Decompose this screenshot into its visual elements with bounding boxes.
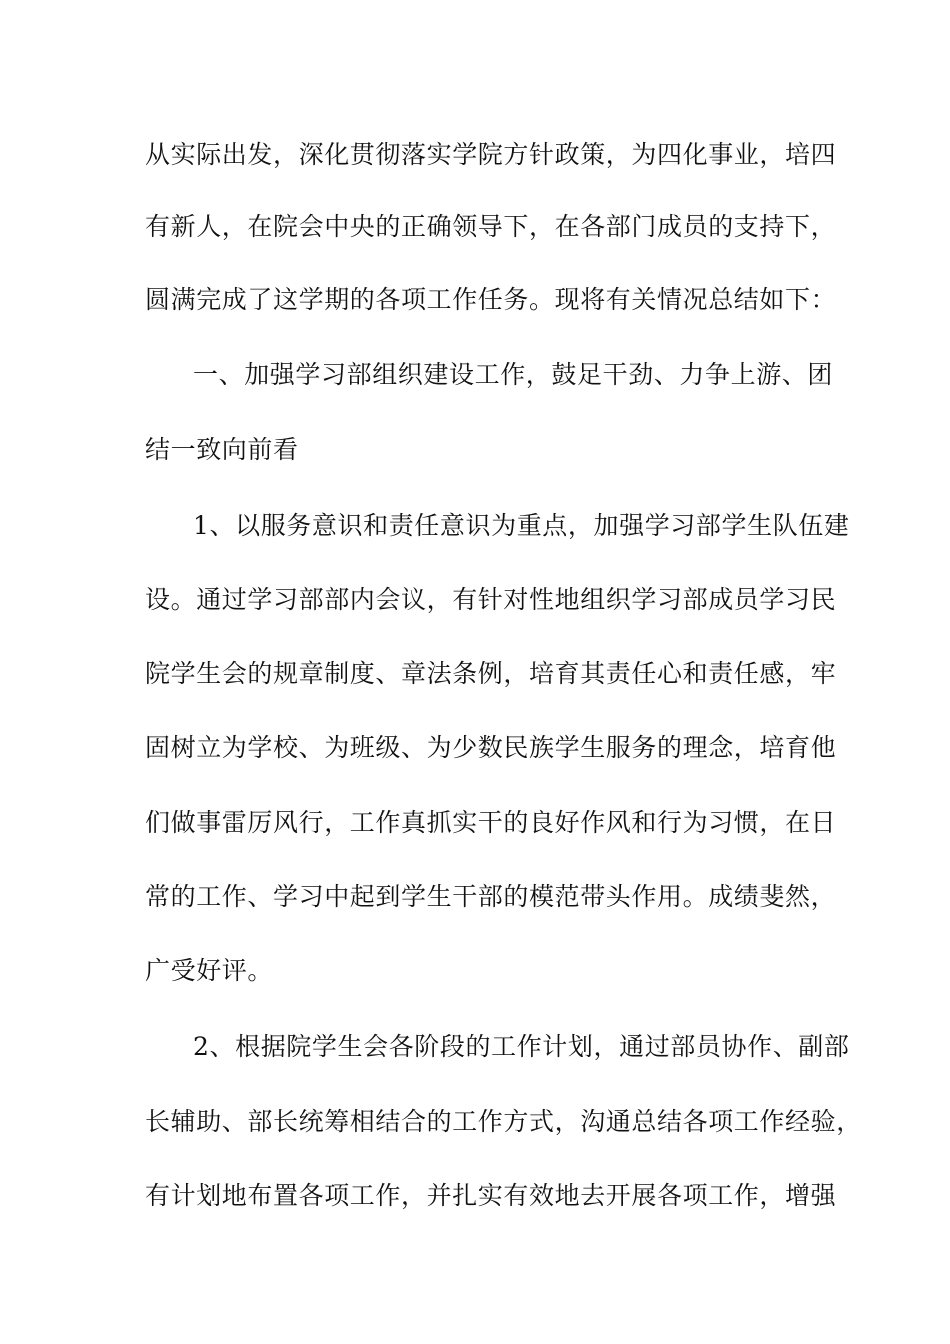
text-line: 从实际出发，深化贯彻落实学院方针政策，为四化事业，培四 — [145, 140, 837, 169]
text-line: 固树立为学校、为班级、为少数民族学生服务的理念，培育他 — [145, 733, 837, 762]
text-line: 设。通过学习部部内会议，有针对性地组织学习部成员学习民 — [145, 585, 837, 614]
section-heading-line: 一、加强学习部组织建设工作，鼓足干劲、力争上游、团 — [193, 360, 834, 389]
section-heading-line: 结一致向前看 — [145, 435, 299, 464]
text-line: 们做事雷厉风行，工作真抓实干的良好作风和行为习惯，在日 — [145, 808, 837, 837]
text-line: 有新人，在院会中央的正确领导下，在各部门成员的支持下， — [145, 212, 837, 241]
text-line: 圆满完成了这学期的各项工作任务。现将有关情况总结如下： — [145, 285, 837, 314]
text-line: 常的工作、学习中起到学生干部的模范带头作用。成绩斐然， — [145, 882, 837, 911]
text-line: 1、以服务意识和责任意识为重点，加强学习部学生队伍建 — [193, 511, 850, 540]
text-line: 院学生会的规章制度、章法条例，培育其责任心和责任感，牢 — [145, 659, 837, 688]
text-line: 长辅助、部长统筹相结合的工作方式，沟通总结各项工作经验， — [145, 1107, 862, 1136]
text-line: 广受好评。 — [145, 956, 274, 985]
text-line: 有计划地布置各项工作，并扎实有效地去开展各项工作，增强 — [145, 1181, 837, 1210]
text-line: 2、根据院学生会各阶段的工作计划，通过部员协作、副部 — [193, 1032, 850, 1061]
